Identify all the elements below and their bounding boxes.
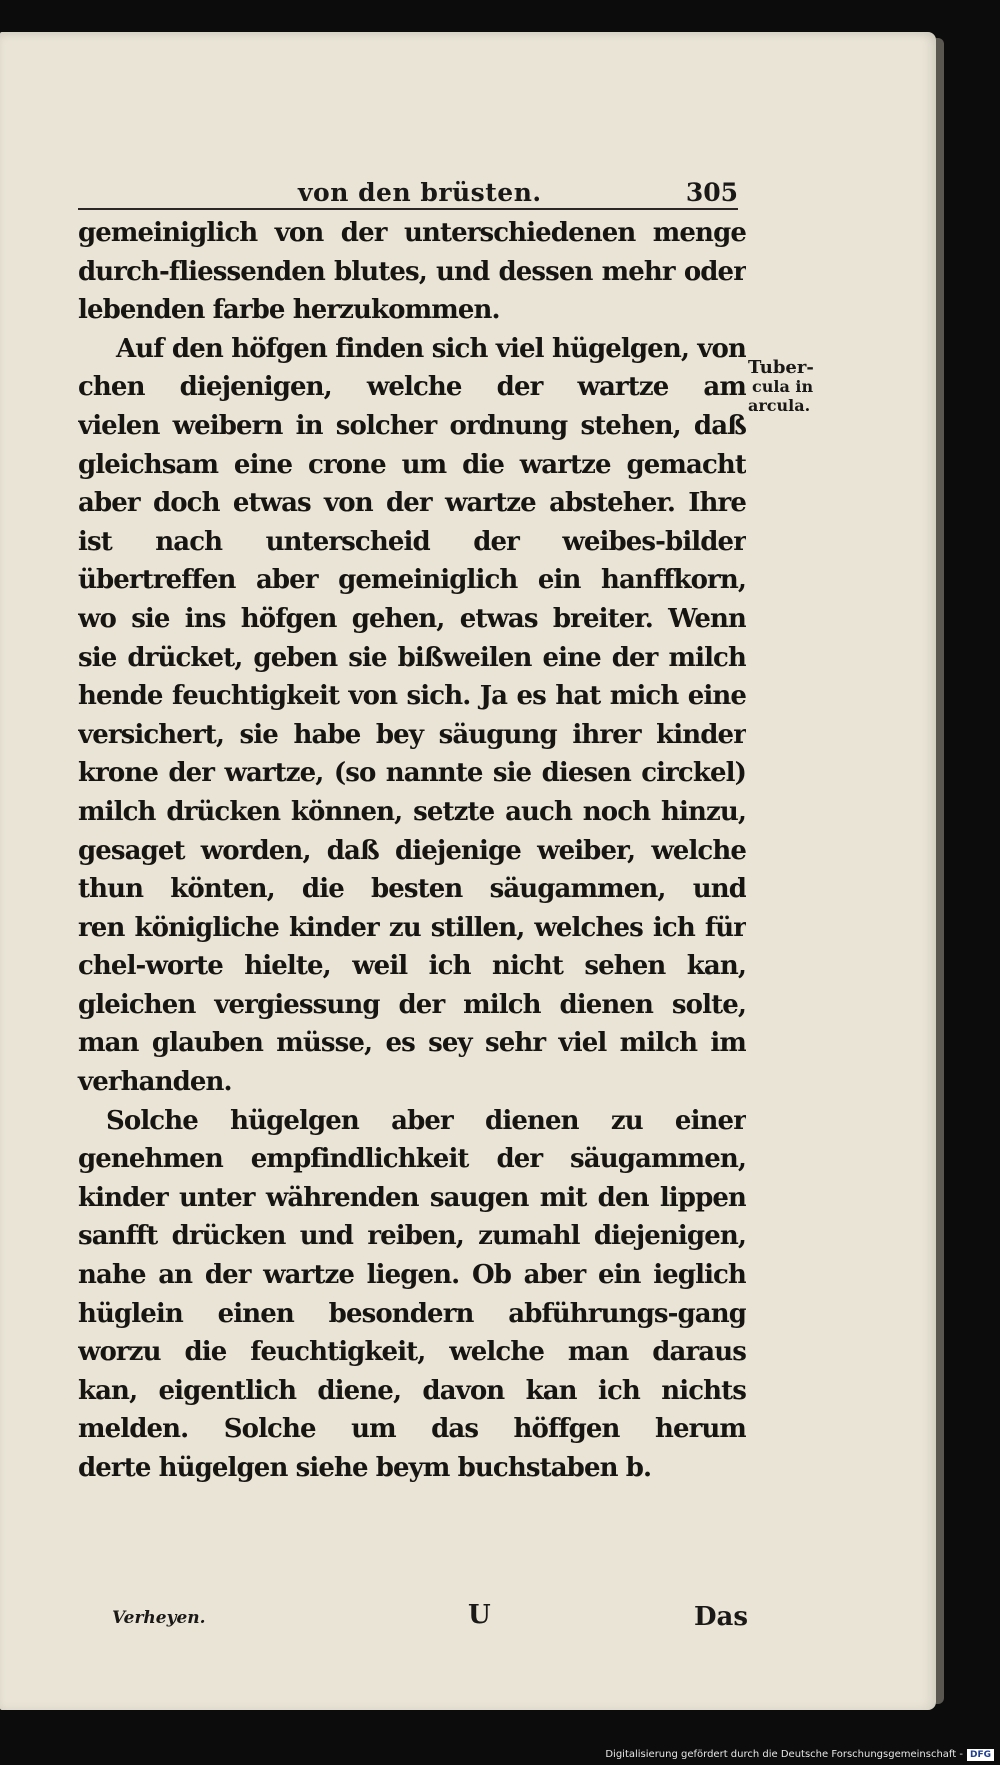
- text-line: nahe an der wartze liegen. Ob aber ein ieglich: [78, 1260, 746, 1291]
- text-line: versichert, sie habe bey säugung ihrer kinder: [78, 719, 746, 750]
- text-line: lebenden farbe herzukommen.: [78, 295, 500, 326]
- text-line: wo sie ins höfgen gehen, etwas breiter. Wenn: [78, 603, 746, 634]
- text-line: sanfft drücken und reiben, zumahl diejenigen,: [78, 1221, 746, 1252]
- text-line: kinder unter währenden saugen mit den lippen: [78, 1182, 746, 1213]
- text-line: krone der wartze, (so nannte sie diesen circkel): [78, 758, 746, 789]
- text-line: verhanden.: [78, 1067, 232, 1098]
- text-line: hende feuchtigkeit von sich. Ja es hat mich eine: [78, 681, 746, 712]
- page-edge: [936, 38, 944, 1704]
- text-line: gleichen vergiessung der milch dienen solte,: [78, 989, 746, 1020]
- marginal-note: [748, 358, 832, 415]
- text-line: sie drücket, geben sie bißweilen eine der milch: [78, 642, 746, 673]
- text-line: gemeiniglich von der unterschiedenen menge: [78, 218, 746, 248]
- text-line: ren königliche kinder zu stillen, welches ich für: [78, 912, 746, 943]
- text-line: milch drücken können, setzte auch noch hinzu,: [78, 796, 746, 827]
- running-title: von den brüsten.: [298, 178, 542, 207]
- body-text: [78, 214, 746, 1488]
- text-line: thun könten, die besten säugammen, und: [78, 874, 746, 905]
- text-line: man glauben müsse, es sey sehr viel milch im: [78, 1028, 746, 1059]
- text-line: Solche hügelgen aber dienen zu einer: [106, 1105, 746, 1136]
- text-line: hüglein einen besondern abführungs-gang: [78, 1298, 746, 1329]
- text-line: vielen weibern in solcher ordnung stehen, daß: [78, 410, 746, 441]
- text-line: chen diejenigen, welche der wartze am: [78, 372, 746, 403]
- text-line: durch-fliessenden blutes, und dessen mehr oder: [78, 256, 746, 287]
- text-line: ist nach unterscheid der weibes-bilder: [78, 526, 746, 557]
- text-line: derte hügelgen siehe beym buchstaben b.: [78, 1453, 652, 1483]
- text-line: aber doch etwas von der wartze absteher. Ihre: [78, 488, 746, 519]
- text-line: gleichsam eine crone um die wartze gemacht: [78, 449, 746, 480]
- marginal-note-line: Tuber-: [748, 357, 814, 378]
- text-line: worzu die feuchtigkeit, welche man daraus: [78, 1337, 746, 1368]
- header-rule: [78, 208, 738, 210]
- marginal-note-line: cula in: [752, 377, 814, 396]
- text-line: chel-worte hielte, weil ich nicht sehen kan,: [78, 951, 746, 982]
- signature-mark: U: [468, 1600, 491, 1630]
- credit-text: Digitalisierung gefördert durch die Deutsche Forschungsgemeinschaft -: [605, 1749, 963, 1760]
- text-line: genehmen empfindlichkeit der säugammen,: [78, 1144, 746, 1175]
- text-line: kan, eigentlich diene, davon kan ich nichts: [78, 1375, 746, 1406]
- text-line: übertreffen aber gemeiniglich ein hanffkorn,: [78, 565, 746, 596]
- text-line: melden. Solche um das höffgen herum: [78, 1414, 746, 1445]
- digitization-credit: [605, 1748, 994, 1762]
- catchword: Das: [693, 1602, 748, 1632]
- author-catchword: Verheyen.: [112, 1608, 206, 1628]
- page-number: 305: [685, 178, 738, 207]
- dfg-logo: DFG: [967, 1749, 994, 1761]
- page-footer: [78, 1600, 748, 1640]
- marginal-note-line: arcula.: [748, 396, 811, 415]
- text-line: Auf den höfgen finden sich viel hügelgen, von: [116, 333, 746, 364]
- text-line: gesaget worden, daß diejenige weiber, welche: [78, 835, 746, 866]
- running-head: [78, 176, 738, 212]
